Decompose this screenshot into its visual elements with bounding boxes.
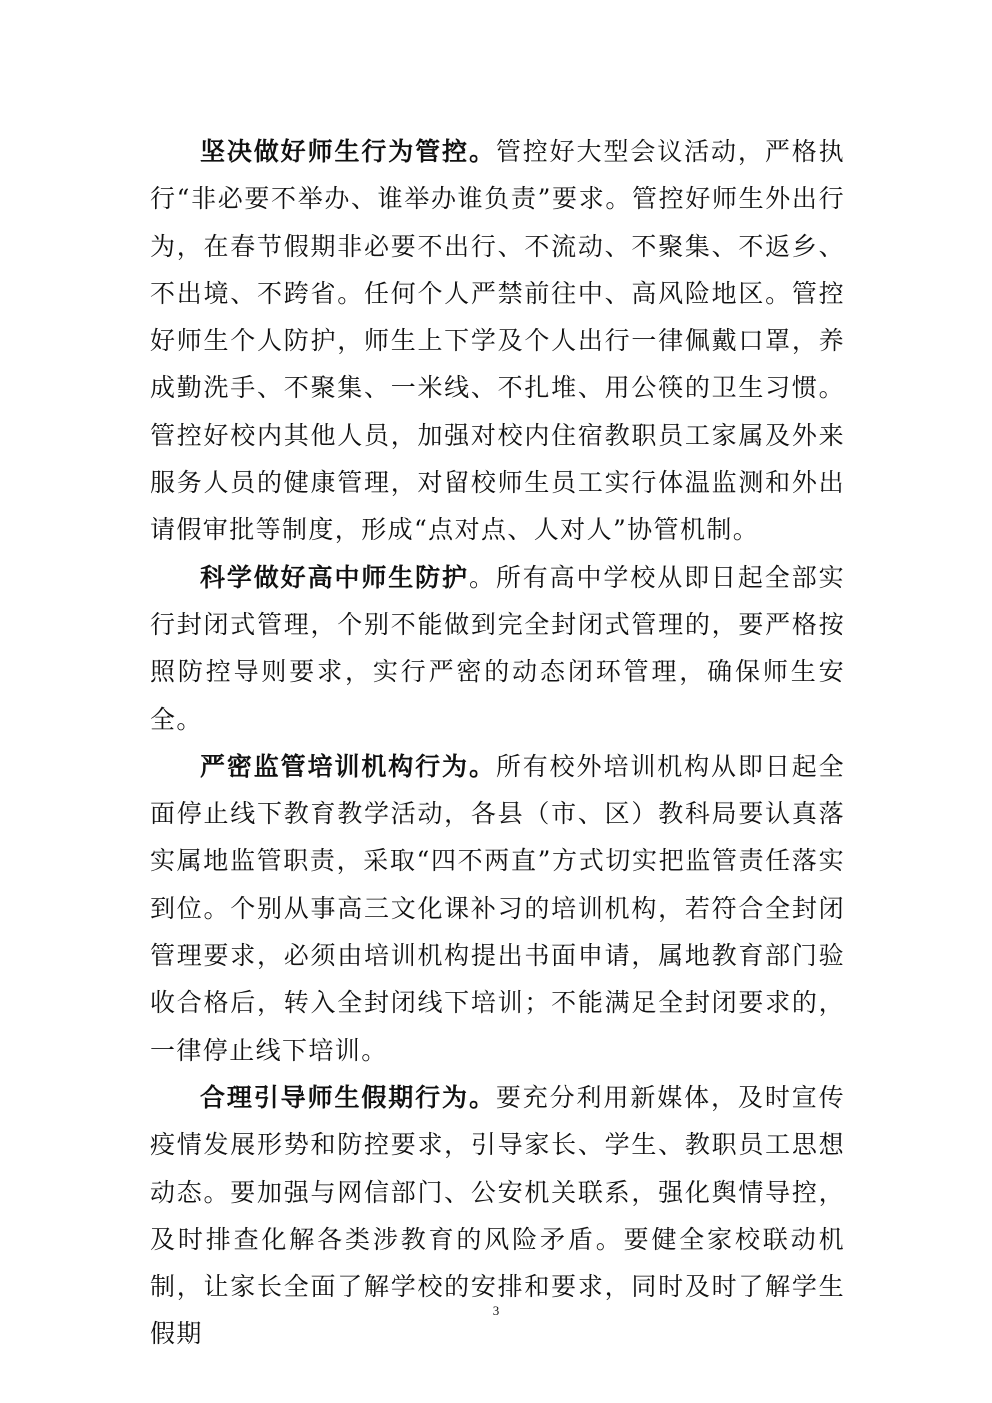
- paragraph-body: 所有校外培训机构从即日起全面停止线下教育教学活动，各县（市、区）教科局要认真落实属地监管职责，采取“四不两直”方式切实把监管责任落实到位。个别从事高三文化课补习的培训机构，若符合全封闭管理要求，必须由培训机构提出书面申请，属地教育部门验收合格后，转入全封闭线下培训；不能满足全封闭要求的，一律停止线下培训。: [150, 751, 846, 1065]
- paragraph-lead: 科学做好高中师生防护: [200, 562, 469, 592]
- document-body: [150, 128, 845, 1358]
- paragraph-body: 管控好大型会议活动，严格执行“非必要不举办、谁举办谁负责”要求。管控好师生外出行为，在春节假期非必要不出行、不流动、不聚集、不返乡、不出境、不跨省。任何个人严禁前往中、高风险地区。管控好师生个人防护，师生上下学及个人出行一律佩戴口罩，养成勤洗手、不聚集、一米线、不扎堆、用公筷的卫生习惯。管控好校内其他人员，加强对校内住宿教职员工家属及外来服务人员的健康管理，对留校师生员工实行体温监测和外出请假审批等制度，形成“点对点、人对人”协管机制。: [150, 137, 846, 545]
- paragraph-lead: 严密监管培训机构行为。: [200, 751, 496, 781]
- paragraph-body: 。所有高中学校从即日起全部实行封闭式管理，个别不能做到完全封闭式管理的，要严格按照防控导则要求，实行严密的动态闭环管理，确保师生安全。: [150, 562, 845, 734]
- paragraph-body: 要充分利用新媒体，及时宣传疫情发展形势和防控要求，引导家长、学生、教职员工思想动态。要加强与网信部门、公安机关联系，强化舆情导控，及时排查化解各类涉教育的风险矛盾。要健全家校联动机制，让家长全面了解学校的安排和要求，同时及时了解学生假期: [150, 1082, 846, 1349]
- paragraph-lead: 坚决做好师生行为管控。: [200, 137, 496, 166]
- page-number: 3: [492, 1303, 500, 1318]
- paragraph-training-supervision: [150, 743, 845, 1074]
- paragraph-highschool-protection: [150, 554, 845, 743]
- paragraph-behavior-control: [150, 128, 845, 554]
- paragraph-lead: 合理引导师生假期行为。: [200, 1082, 496, 1112]
